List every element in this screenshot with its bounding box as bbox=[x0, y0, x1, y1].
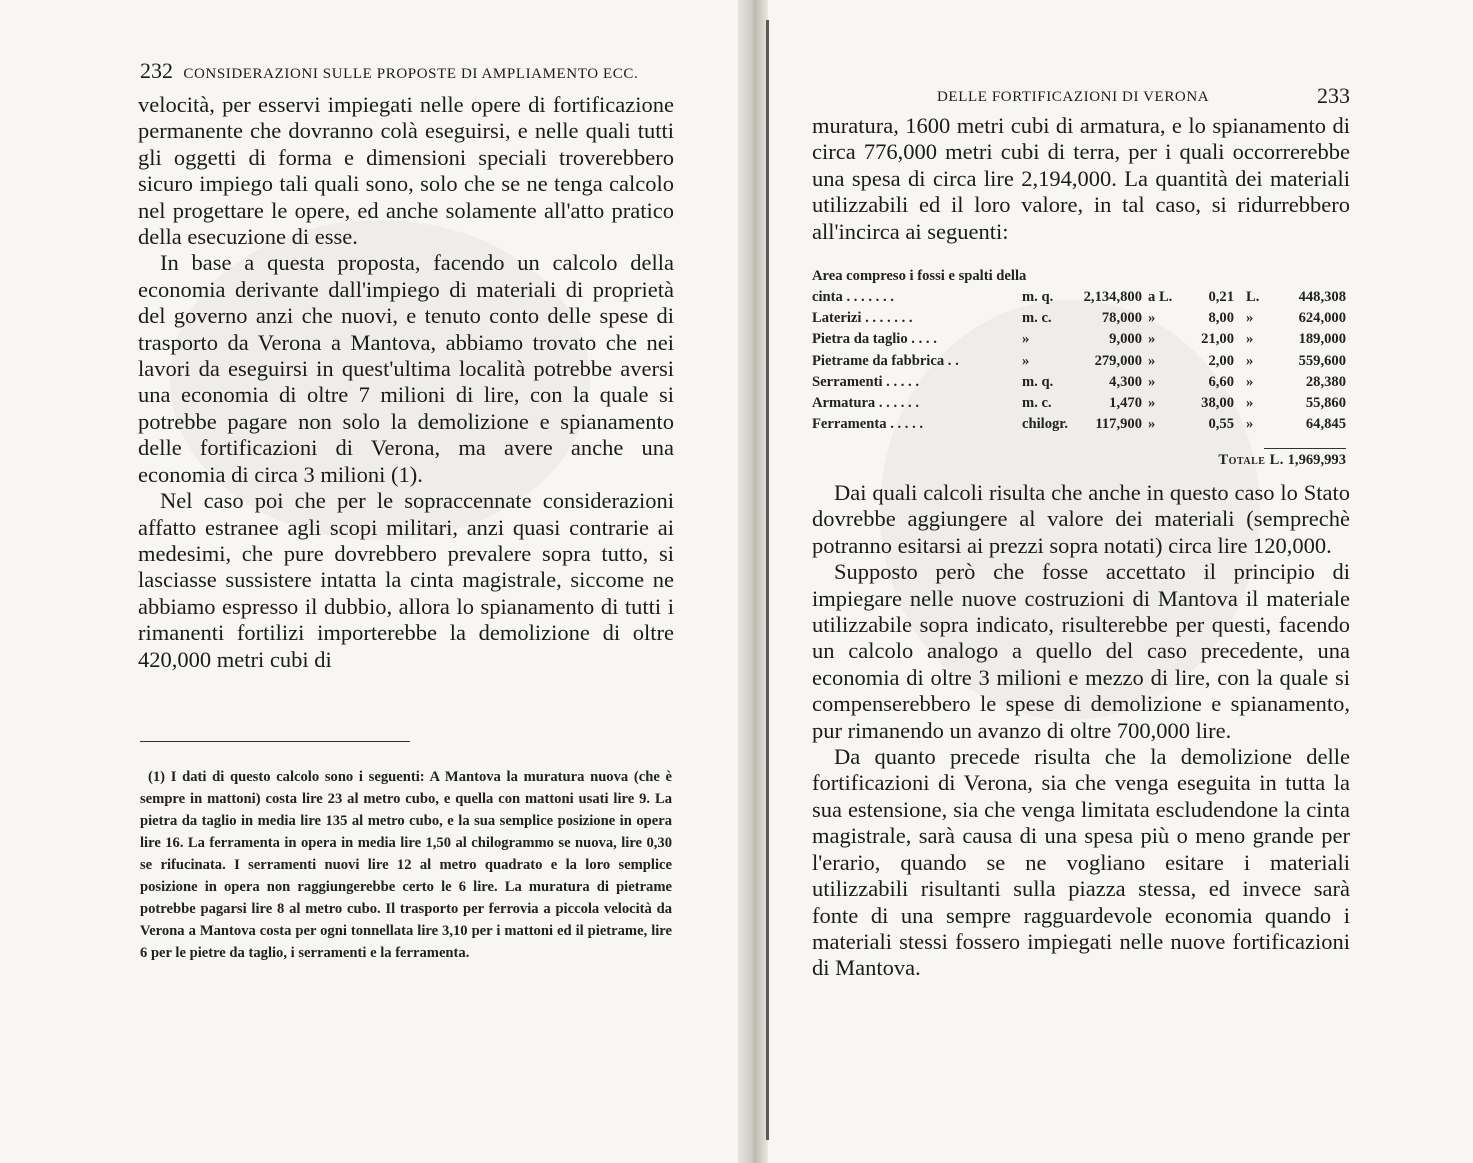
row-price-prefix: » bbox=[1148, 352, 1156, 369]
left-body-text bbox=[138, 92, 674, 673]
row-amount: 64,845 bbox=[1305, 416, 1346, 433]
row-unit: m. c. bbox=[1022, 310, 1052, 327]
row-quantity: 2,134,800 bbox=[1083, 289, 1142, 305]
row-price-prefix: » bbox=[1148, 394, 1156, 411]
right-page bbox=[812, 0, 1372, 1163]
footnote-text: (1) I dati di questo calcolo sono i seguenti: A Mantova la muratura nuova (che è sempre in mattoni) costa lire 23 al metro cubo, e quella con mattoni usati lire 9. La pietra da taglio in media lire 135 al metro cubo, e la sua semplice posizione in opera lire 16. La ferramenta in opera in media lire 1,50 al chilogrammo se nuova, lire 0,30 se rifucinata. I serramenti nuovi lire 12 al metro quadrato e la loro semplice posizione in opera non raggiungerebbe certo le 6 lire. La muratura di pietrame potrebbe pagarsi lire 8 al metro cubo. Il trasporto per ferrovia a piccola velocità da Verona a Mantova costa per ogni tonnellata lire 3,10 per i mattoni ed il pietrame, lire 6 per le pietre da taglio, i serramenti e la ferramenta. bbox=[140, 769, 672, 961]
row-unit-price: 0,55 bbox=[1208, 416, 1234, 433]
row-amount: 559,600 bbox=[1298, 352, 1346, 369]
table-total bbox=[1112, 452, 1346, 469]
table-row bbox=[812, 372, 1350, 393]
row-amount-prefix: » bbox=[1246, 394, 1254, 411]
row-price-prefix: » bbox=[1148, 373, 1156, 390]
row-amount: 28,380 bbox=[1305, 373, 1346, 390]
row-unit: chilogr. bbox=[1022, 416, 1069, 433]
row-label: Serramenti . . . . . bbox=[812, 373, 919, 390]
row-quantity: 4,300 bbox=[1109, 373, 1142, 390]
row-unit: m. q. bbox=[1022, 373, 1054, 390]
row-quantity: 117,900 bbox=[1095, 416, 1142, 433]
row-unit: m. c. bbox=[1022, 394, 1052, 411]
right-page-number: 233 bbox=[1317, 83, 1350, 108]
row-unit-price: 0,21 bbox=[1208, 289, 1234, 305]
left-running-title: CONSIDERAZIONI SULLE PROPOSTE DI AMPLIAMENTO ECC. bbox=[183, 66, 639, 82]
row-unit: » bbox=[1022, 331, 1030, 348]
row-amount-prefix: » bbox=[1246, 352, 1254, 369]
right-body-text-top bbox=[812, 113, 1350, 245]
row-amount: 189,000 bbox=[1298, 331, 1346, 348]
footnote-rule bbox=[140, 741, 410, 742]
row-unit-price: 2,00 bbox=[1208, 352, 1234, 369]
table-row bbox=[812, 329, 1350, 350]
left-paragraph-2: In base a questa proposta, facendo un calcolo della economia derivante dall'impiego di materiali di proprietà del governo anzi che nuovi, e tenuto conto delle spese di trasporto da Verona a Mantova, abbiamo trovato che nei lavori da eseguirsi in quest'ultima località potrebbe aversi una economia di oltre 7 milioni di lire, con la quale si potrebbe pagare non solo la demolizione e spianamento delle fortificazioni di Verona, ma avere anche una economia di circa 3 milioni (1). bbox=[138, 250, 674, 487]
right-paragraph-2: Supposto però che fosse accettato il principio di impiegare nelle nuove costruzioni di Mantova il materiale utilizzabile sopra indicato, risulterebbe per questi, facendo un calcolo analogo a quello del caso precedente, una economia di oltre 3 milioni e mezzo di lire, con la quale si compenserebbero le spese di demolizione e spianamento, pur rimanendo un avanzo di oltre 700,000 lire. bbox=[812, 559, 1350, 743]
row-quantity: 78,000 bbox=[1101, 310, 1142, 327]
table-row bbox=[812, 414, 1350, 435]
sum-rule bbox=[1264, 448, 1346, 449]
gutter-shadow-line bbox=[766, 20, 769, 1140]
row-label: Ferramenta . . . . . bbox=[812, 416, 924, 433]
right-body-text-bottom bbox=[812, 480, 1350, 982]
row-quantity: 279,000 bbox=[1094, 352, 1142, 369]
row-label: Pietra da taglio . . . . bbox=[812, 331, 937, 348]
row-label: Laterizi . . . . . . . bbox=[812, 310, 913, 327]
table-row bbox=[812, 351, 1350, 372]
right-paragraph-3: Da quanto precede risulta che la demolizione delle fortificazioni di Verona, sia che venga eseguita in tutta la sua estensione, sia che venga limitata escludendone la cinta magistrale, sarà causa di una spesa più o meno grande per l'erario, quando se ne vogliano esitare i materiali utilizzabili risultanti sulla piazza stessa, ed invece sarà fonte di una sempre ragguardevole economia quando i materiali stessi fossero impiegati nelle nuove fortificazioni di Mantova. bbox=[812, 744, 1350, 981]
row-price-prefix: » bbox=[1148, 416, 1156, 433]
table-caption: Area compreso i fossi e spalti della bbox=[812, 268, 1027, 284]
row-price-prefix: a L. bbox=[1148, 289, 1173, 305]
left-page bbox=[110, 0, 700, 1163]
row-price-prefix: » bbox=[1148, 310, 1156, 327]
row-amount-prefix: » bbox=[1246, 416, 1254, 433]
left-paragraph-3: Nel caso poi che per le sopraccennate considerazioni affatto estranee agli scopi militari, anzi quasi contrarie ai medesimi, che pure dovrebbero prevalere sopra tutto, si lasciasse sussistere intatta la cinta magistrale, siccome ne abbiamo espresso il dubbio, allora lo spianamento di tutti i rimanenti fortilizi importerebbe la demolizione di oltre 420,000 metri cubi di bbox=[138, 488, 674, 672]
row-label: cinta . . . . . . . bbox=[812, 289, 894, 305]
row-amount: 55,860 bbox=[1305, 394, 1346, 411]
row-amount-prefix: » bbox=[1246, 331, 1254, 348]
footnote bbox=[140, 766, 672, 964]
row-label: Pietrame da fabbrica . . bbox=[812, 352, 959, 369]
row-unit-price: 21,00 bbox=[1201, 331, 1234, 348]
right-paragraph-1: Dai quali calcoli risulta che anche in questo caso lo Stato dovrebbe aggiungere al valore dei materiali (semprechè potranno esitarsi ai prezzi sopra notati) circa lire 120,000. bbox=[812, 480, 1350, 558]
row-unit-price: 8,00 bbox=[1208, 310, 1234, 327]
book-gutter bbox=[738, 0, 768, 1163]
row-unit-price: 38,00 bbox=[1201, 394, 1234, 411]
row-quantity: 1,470 bbox=[1109, 394, 1142, 411]
left-page-number: 232 bbox=[140, 58, 173, 83]
row-unit-price: 6,60 bbox=[1208, 373, 1234, 390]
materials-table bbox=[812, 266, 1350, 468]
row-quantity: 9,000 bbox=[1109, 331, 1142, 348]
row-price-prefix: » bbox=[1148, 331, 1156, 348]
row-amount-prefix: » bbox=[1246, 310, 1254, 327]
table-row bbox=[812, 393, 1350, 414]
right-paragraph-top: muratura, 1600 metri cubi di armatura, e lo spianamento di circa 776,000 metri cubi di terra, per i quali occorrerebbe una spesa di circa lire 2,194,000. La quantità dei materiali utilizzabili ed il loro valore, in tal caso, si ridurrebbero all'incirca ai seguenti: bbox=[812, 113, 1350, 244]
row-amount-prefix: » bbox=[1246, 373, 1254, 390]
row-label: Armatura . . . . . . bbox=[812, 394, 920, 411]
row-unit: m. q. bbox=[1022, 289, 1054, 305]
row-unit: » bbox=[1022, 352, 1030, 369]
table-row bbox=[812, 308, 1350, 329]
left-paragraph-1: velocità, per esservi impiegati nelle opere di fortificazione permanente che dovranno colà eseguirsi, e nelle quali tutti gli oggetti di forma e dimensioni speciali troverebbero sicuro impiego tali quali sono, solo che se ne tenga calcolo nel progettare le opere, ed anche solamente all'atto pratico della esecuzione di esse. bbox=[138, 92, 674, 250]
total-value: 1,969,993 bbox=[1287, 452, 1346, 468]
right-running-title: DELLE FORTIFICAZIONI DI VERONA bbox=[937, 89, 1210, 105]
row-amount: 448,308 bbox=[1298, 289, 1346, 305]
left-running-head bbox=[140, 58, 638, 84]
table-row bbox=[812, 287, 1350, 308]
row-amount-prefix: L. bbox=[1246, 289, 1260, 305]
total-label: Totale L. bbox=[1218, 452, 1284, 468]
row-amount: 624,000 bbox=[1298, 310, 1346, 327]
